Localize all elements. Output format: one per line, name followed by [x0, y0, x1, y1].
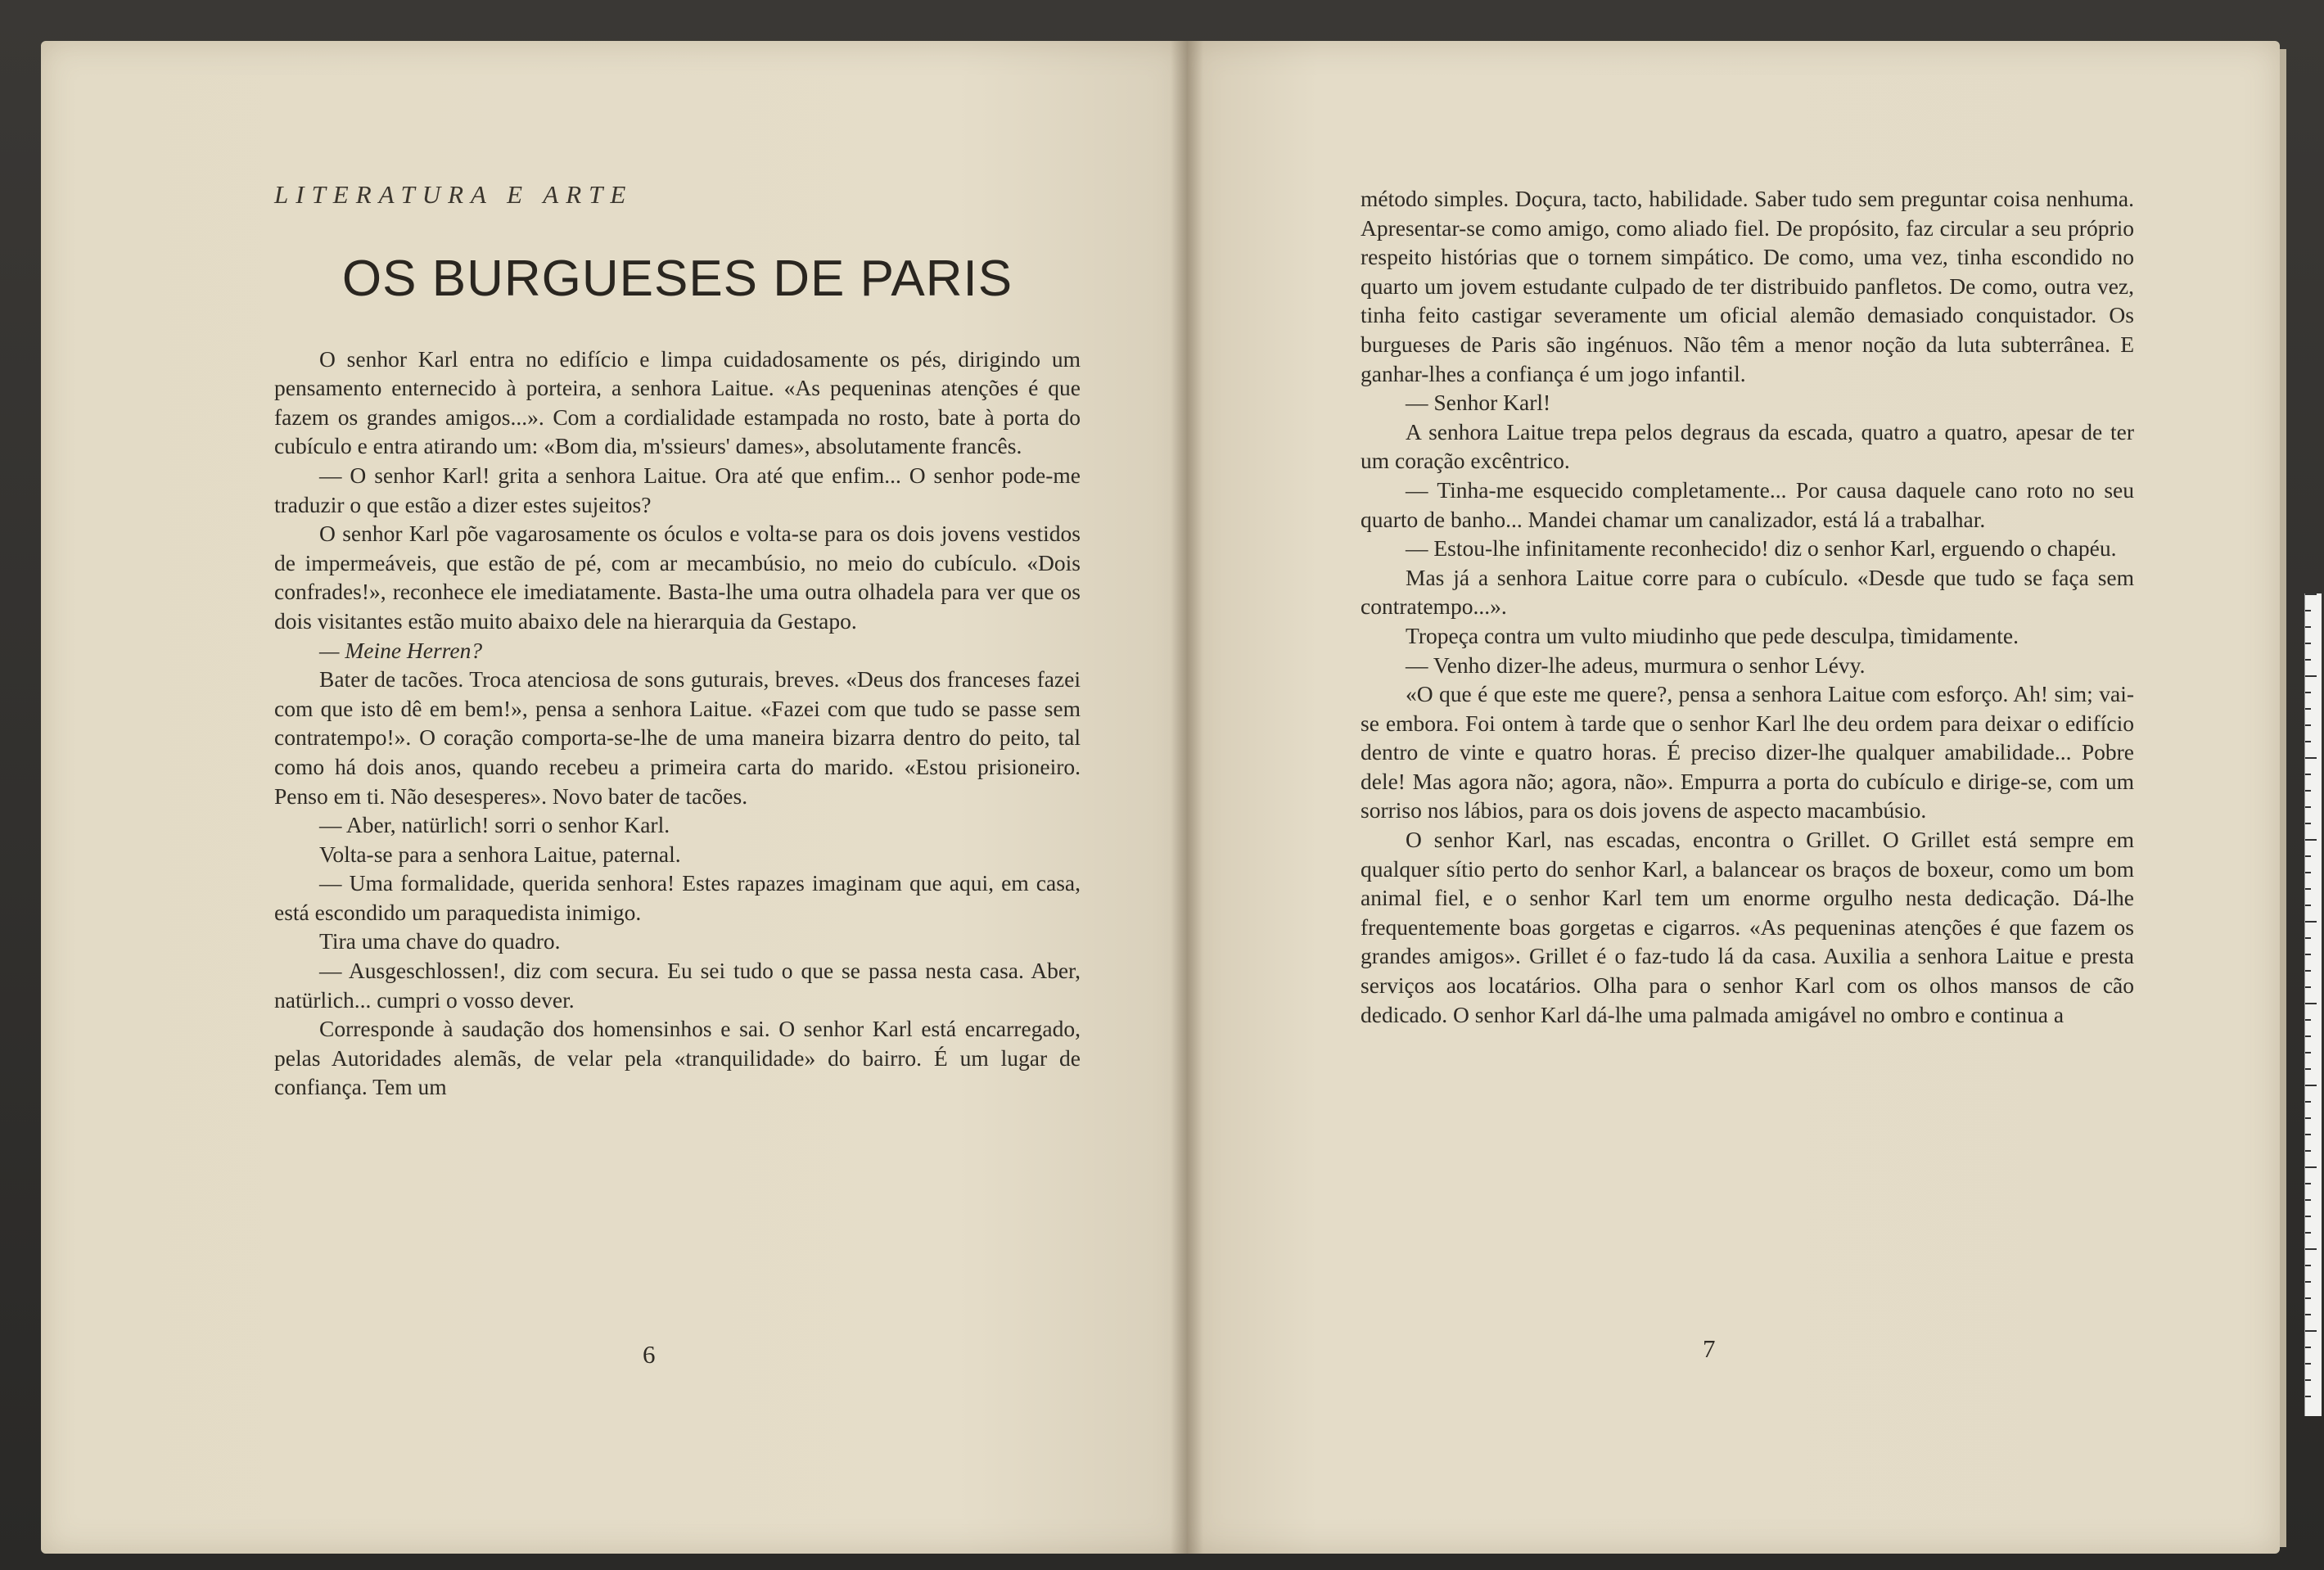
ruler-tick [2305, 986, 2311, 988]
ruler-tick [2305, 872, 2311, 873]
scale-ruler [2304, 593, 2322, 1416]
ruler-tick [2305, 643, 2311, 644]
paragraph: — O senhor Karl! grita a senhora Laitue. Ora até que enfim... O senhor pode-me traduzir o que estão a dizer estes sujeitos? [274, 462, 1081, 517]
right-page [1187, 41, 2280, 1554]
ruler-tick [2305, 1019, 2311, 1021]
paragraph: Corresponde à saudação dos homensinhos e sai. O senhor Karl está encarregado, pelas Autoridades alemãs, de velar pela «tranquilidade» do bairro. É um lugar de confiança. Tem um [274, 1016, 1081, 1100]
ruler-tick [2305, 1314, 2311, 1315]
ruler-tick [2305, 1085, 2317, 1086]
ruler-tick [2305, 1363, 2311, 1365]
ruler-tick [2305, 659, 2311, 661]
ruler-tick [2305, 1265, 2311, 1266]
ruler-tick [2305, 610, 2311, 611]
left-page-text [274, 180, 1081, 1102]
ruler-tick [2305, 1117, 2311, 1119]
page-edge [2280, 49, 2286, 1547]
ruler-tick [2305, 1216, 2311, 1217]
ruler-tick [2305, 1232, 2311, 1234]
ruler-tick [2305, 1379, 2311, 1381]
left-page [41, 41, 1187, 1554]
paragraph: Mas já a senhora Laitue corre para o cubículo. «Desde que tudo se faça sem contratempo...». [1361, 564, 2134, 620]
paragraph: O senhor Karl põe vagarosamente os óculos e volta-se para os dois jovens vestidos de impermeáveis, que estão de pé, com ar mecambúsio, no meio do cubículo. «Dois confrades!», reconhece ele imediatamente. Basta-lhe uma outra olhadela para ver que os dois visitantes estão muito abaixo dele na hierarquia da Gestapo. [274, 521, 1081, 634]
ruler-tick [2305, 1166, 2317, 1168]
ruler-tick [2305, 1003, 2317, 1004]
ruler-tick [2305, 1297, 2311, 1299]
paragraph: — Aber, natürlich! sorri o senhor Karl. [319, 812, 670, 838]
section-label: LITERATURA E ARTE [274, 180, 634, 209]
open-booklet [41, 41, 2280, 1554]
ruler-tick [2305, 1199, 2311, 1201]
ruler-tick [2305, 1052, 2311, 1053]
ruler-tick [2305, 593, 2317, 595]
ruler-tick [2305, 839, 2317, 841]
right-page-text [1361, 184, 2134, 1029]
paragraph: — Tinha-me esquecido completamente... Por causa daquele cano roto no seu quarto de banho... Mandei chamar um canalizador, está lá a trabalhar. [1361, 476, 2134, 532]
ruler-tick [2305, 970, 2311, 972]
ruler-tick [2305, 1330, 2317, 1332]
ruler-tick [2305, 692, 2311, 693]
paragraph: A senhora Laitue trepa pelos degraus da escada, quatro a quatro, apesar de ter um coração excêntrico. [1361, 418, 2134, 474]
ruler-tick [2305, 757, 2317, 759]
page-number: 6 [643, 1340, 656, 1369]
ruler-tick [2305, 954, 2311, 955]
ruler-tick [2305, 675, 2317, 677]
paragraph: Tira uma chave do quadro. [319, 928, 561, 954]
ruler-tick [2305, 708, 2311, 710]
ruler-tick [2305, 1183, 2311, 1184]
ruler-tick [2305, 888, 2311, 890]
ruler-tick [2305, 774, 2311, 775]
ruler-tick [2305, 937, 2311, 939]
paragraph: Volta-se para a senhora Laitue, paternal. [319, 841, 681, 867]
ruler-tick [2305, 1347, 2311, 1348]
ruler-tick [2305, 790, 2311, 792]
ruler-tick [2305, 724, 2311, 726]
paragraph: — Estou-lhe infinitamente reconhecido! diz o senhor Karl, erguendo o chapéu. [1406, 535, 2117, 562]
ruler-tick [2305, 741, 2311, 742]
ruler-tick [2305, 1035, 2311, 1037]
ruler-tick [2305, 1068, 2311, 1070]
ruler-tick [2305, 806, 2311, 808]
ruler-tick [2305, 855, 2311, 857]
ruler-tick [2305, 921, 2317, 923]
paragraph: Tropeça contra um vulto miudinho que pede desculpa, tìmidamente. [1406, 622, 2019, 648]
paragraph: método simples. Doçura, tacto, habilidade. Saber tudo sem preguntar coisa nenhuma. Apresentar-se como amigo, como aliado fiel. De propósito, faz circular a seu próprio respeito histórias que o tornem simpático. De como, uma vez, tinha escondido no quarto um jovem estudante culpado de ter distribuido panfletos. De como, outra vez, tinha feito castigar severamente um oficial alemão demasiado conquistador. Os burgueses de Paris são ingénuos. Não têm a menor noção da luta subterrânea. E ganhar-lhes a confiança é um jogo infantil. [1361, 186, 2134, 386]
ruler-tick [2305, 1150, 2311, 1152]
paragraph: — Senhor Karl! [1406, 390, 1551, 416]
ruler-tick [2305, 1134, 2311, 1135]
page-number: 7 [1703, 1334, 1716, 1363]
ruler-tick [2305, 1281, 2311, 1283]
paragraph: — Ausgeschlossen!, diz com secura. Eu sei tudo o que se passa nesta casa. Aber, natürlich... cumpri o vosso dever. [274, 958, 1081, 1013]
paragraph: — Uma formalidade, querida senhora! Estes rapazes imaginam que aqui, em casa, está escondido um paraquedista inimigo. [274, 870, 1081, 925]
book-gutter [1171, 41, 1203, 1554]
paragraph: O senhor Karl, nas escadas, encontra o Grillet. O Grillet está sempre em qualquer sítio perto do senhor Karl, a balancear os braços de boxeur, como um bom animal fiel, e o senhor Karl tem um enorme orgulho nesta dedicação. Dá-lhe frequentemente boas gorgetas e cigarros. «As pequeninas atenções é que fazem os grandes amigos». Grillet é o faz-tudo lá da casa. Auxilia a senhora Laitue e presta serviços aos locatários. Olha para o senhor Karl com os olhos mansos de cão dedicado. O senhor Karl dá-lhe uma palmada amigável no ombro e continua a [1361, 827, 2134, 1027]
article-title: OS BURGUESES DE PARIS [341, 250, 1013, 307]
paragraph: Bater de tacões. Troca atenciosa de sons guturais, breves. «Deus dos franceses fazei com que isto dê em bem!», pensa a senhora Laitue. «Fazei com que tudo se passe sem contratempo!». O coração comporta-se-lhe de uma maneira bizarra dentro do peito, tal como há dois anos, quando recebeu a primeira carta do marido. «Estou prisioneiro. Penso em ti. Não desesperes». Novo bater de tacões. [274, 666, 1081, 809]
ruler-tick [2305, 626, 2311, 628]
paragraph: — Venho dizer-lhe adeus, murmura o senhor Lévy. [1406, 652, 1866, 678]
paragraph: — Meine Herren? [319, 637, 483, 663]
ruler-tick [2305, 1101, 2311, 1103]
paragraph: O senhor Karl entra no edifício e limpa cuidadosamente os pés, dirigindo um pensamento enternecido à porteira, a senhora Laitue. «As pequeninas atenções é que fazem os grandes amigos...». Com a cordialidade estampada no rosto, bate à porta do cubículo e entra atirando um: «Bom dia, m'ssieurs' dames», absolutamente francês. [274, 345, 1081, 459]
ruler-tick [2305, 1248, 2317, 1250]
ruler-tick [2305, 905, 2311, 906]
ruler-tick [2305, 823, 2311, 824]
paragraph: «O que é que este me quere?, pensa a senhora Laitue com esforço. Ah! sim; vai-se embora. Foi ontem à tarde que o senhor Karl lhe deu ordem para deixar o edifício dentro de vinte e quatro horas. É preciso dizer-lhe qualquer amabilidade... Pobre dele! Mas agora não; agora, não». Empurra a porta do cubículo e dirige-se, com um sorriso nos lábios, para os dois jovens de aspecto macambúsio. [1361, 681, 2134, 823]
ruler-tick [2305, 1396, 2311, 1397]
